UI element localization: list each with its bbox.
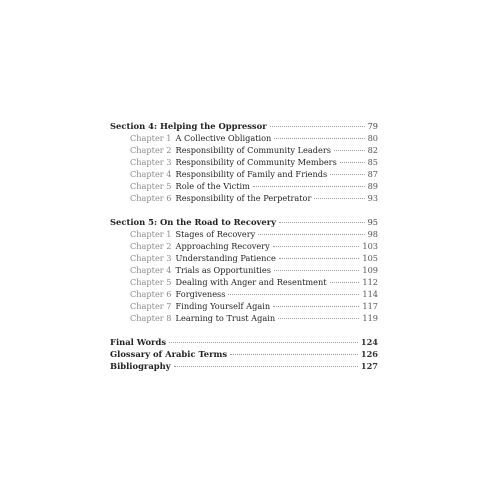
backmatter-title: Glossary of Arabic Terms bbox=[110, 349, 228, 359]
chapter-entry[interactable] bbox=[110, 228, 378, 240]
leader-dots bbox=[278, 318, 359, 319]
chapter-title: Responsibility of Community Leaders bbox=[175, 145, 331, 155]
page-number: 109 bbox=[362, 265, 378, 275]
backmatter-entry[interactable] bbox=[110, 348, 378, 360]
page-number: 126 bbox=[360, 349, 378, 359]
chapter-entry[interactable] bbox=[110, 300, 378, 312]
page-number: 87 bbox=[367, 169, 378, 179]
chapter-title: Responsibility of Family and Friends bbox=[175, 169, 328, 179]
chapter-entry[interactable] bbox=[110, 144, 378, 156]
page-number: 93 bbox=[367, 193, 378, 203]
chapter-title: Responsibility of Community Members bbox=[175, 157, 337, 167]
page-number: 127 bbox=[360, 361, 378, 371]
backmatter-entry[interactable] bbox=[110, 336, 378, 348]
leader-dots bbox=[334, 150, 365, 151]
page-number: 85 bbox=[367, 157, 378, 167]
leader-dots bbox=[273, 306, 359, 307]
leader-dots bbox=[279, 258, 360, 259]
chapter-entry[interactable] bbox=[110, 180, 378, 192]
page-number: 82 bbox=[367, 145, 378, 155]
page-number: 119 bbox=[362, 313, 378, 323]
backmatter-list bbox=[110, 336, 378, 372]
chapter-entry[interactable] bbox=[110, 132, 378, 144]
chapter-number: Chapter 1 bbox=[130, 229, 172, 239]
section-title: Section 5: On the Road to Recovery bbox=[110, 217, 277, 227]
toc-section bbox=[110, 120, 378, 204]
table-of-contents bbox=[110, 120, 378, 372]
section-spacer bbox=[110, 204, 378, 216]
leader-dots bbox=[228, 294, 359, 295]
leader-dots bbox=[330, 174, 364, 175]
chapter-number: Chapter 4 bbox=[130, 265, 172, 275]
chapter-number: Chapter 3 bbox=[130, 157, 172, 167]
chapter-entry[interactable] bbox=[110, 240, 378, 252]
section-heading[interactable] bbox=[110, 120, 378, 132]
leader-dots bbox=[274, 138, 364, 139]
leader-dots bbox=[273, 246, 360, 247]
chapter-title: Trials as Opportunities bbox=[175, 265, 271, 275]
chapter-entry[interactable] bbox=[110, 252, 378, 264]
leader-dots bbox=[174, 366, 358, 367]
leader-dots bbox=[230, 354, 358, 355]
leader-dots bbox=[314, 198, 364, 199]
page-number: 117 bbox=[362, 301, 378, 311]
page-number: 103 bbox=[362, 241, 378, 251]
page-number: 124 bbox=[360, 337, 378, 347]
page-number: 114 bbox=[362, 289, 378, 299]
chapter-number: Chapter 8 bbox=[130, 313, 172, 323]
leader-dots bbox=[340, 162, 365, 163]
leader-dots bbox=[258, 234, 364, 235]
chapter-entry[interactable] bbox=[110, 312, 378, 324]
backmatter-entry[interactable] bbox=[110, 360, 378, 372]
chapter-number: Chapter 4 bbox=[130, 169, 172, 179]
page-number: 80 bbox=[367, 133, 378, 143]
chapter-title: Learning to Trust Again bbox=[175, 313, 276, 323]
chapter-title: Responsibility of the Perpetrator bbox=[175, 193, 312, 203]
chapter-entry[interactable] bbox=[110, 168, 378, 180]
page-number: 79 bbox=[367, 121, 378, 131]
page-number: 98 bbox=[367, 229, 378, 239]
leader-dots bbox=[270, 126, 365, 127]
chapter-title: Role of the Victim bbox=[175, 181, 250, 191]
leader-dots bbox=[330, 282, 360, 283]
chapter-title: Dealing with Anger and Resentment bbox=[175, 277, 327, 287]
leader-dots bbox=[274, 270, 359, 271]
chapter-title: Understanding Patience bbox=[175, 253, 276, 263]
chapter-entry[interactable] bbox=[110, 276, 378, 288]
chapter-entry[interactable] bbox=[110, 288, 378, 300]
page-number: 112 bbox=[362, 277, 378, 287]
chapter-title: Stages of Recovery bbox=[175, 229, 256, 239]
page-number: 89 bbox=[367, 181, 378, 191]
leader-dots bbox=[279, 222, 365, 223]
section-title: Section 4: Helping the Oppressor bbox=[110, 121, 267, 131]
chapter-number: Chapter 1 bbox=[130, 133, 172, 143]
chapter-title: A Collective Obligation bbox=[175, 133, 272, 143]
chapter-number: Chapter 6 bbox=[130, 193, 172, 203]
chapter-number: Chapter 6 bbox=[130, 289, 172, 299]
chapter-number: Chapter 5 bbox=[130, 277, 172, 287]
backmatter-title: Bibliography bbox=[110, 361, 171, 371]
chapter-number: Chapter 7 bbox=[130, 301, 172, 311]
chapter-number: Chapter 2 bbox=[130, 145, 172, 155]
backmatter-title: Final Words bbox=[110, 337, 167, 347]
leader-dots bbox=[169, 342, 358, 343]
toc-section bbox=[110, 216, 378, 324]
chapter-number: Chapter 5 bbox=[130, 181, 172, 191]
chapter-title: Approaching Recovery bbox=[175, 241, 270, 251]
chapter-number: Chapter 2 bbox=[130, 241, 172, 251]
chapter-number: Chapter 3 bbox=[130, 253, 172, 263]
leader-dots bbox=[253, 186, 365, 187]
page-number: 95 bbox=[367, 217, 378, 227]
chapter-entry[interactable] bbox=[110, 156, 378, 168]
section-spacer bbox=[110, 324, 378, 336]
chapter-title: Forgiveness bbox=[175, 289, 226, 299]
chapter-entry[interactable] bbox=[110, 264, 378, 276]
section-heading[interactable] bbox=[110, 216, 378, 228]
chapter-title: Finding Yourself Again bbox=[175, 301, 271, 311]
page-number: 105 bbox=[362, 253, 378, 263]
chapter-entry[interactable] bbox=[110, 192, 378, 204]
